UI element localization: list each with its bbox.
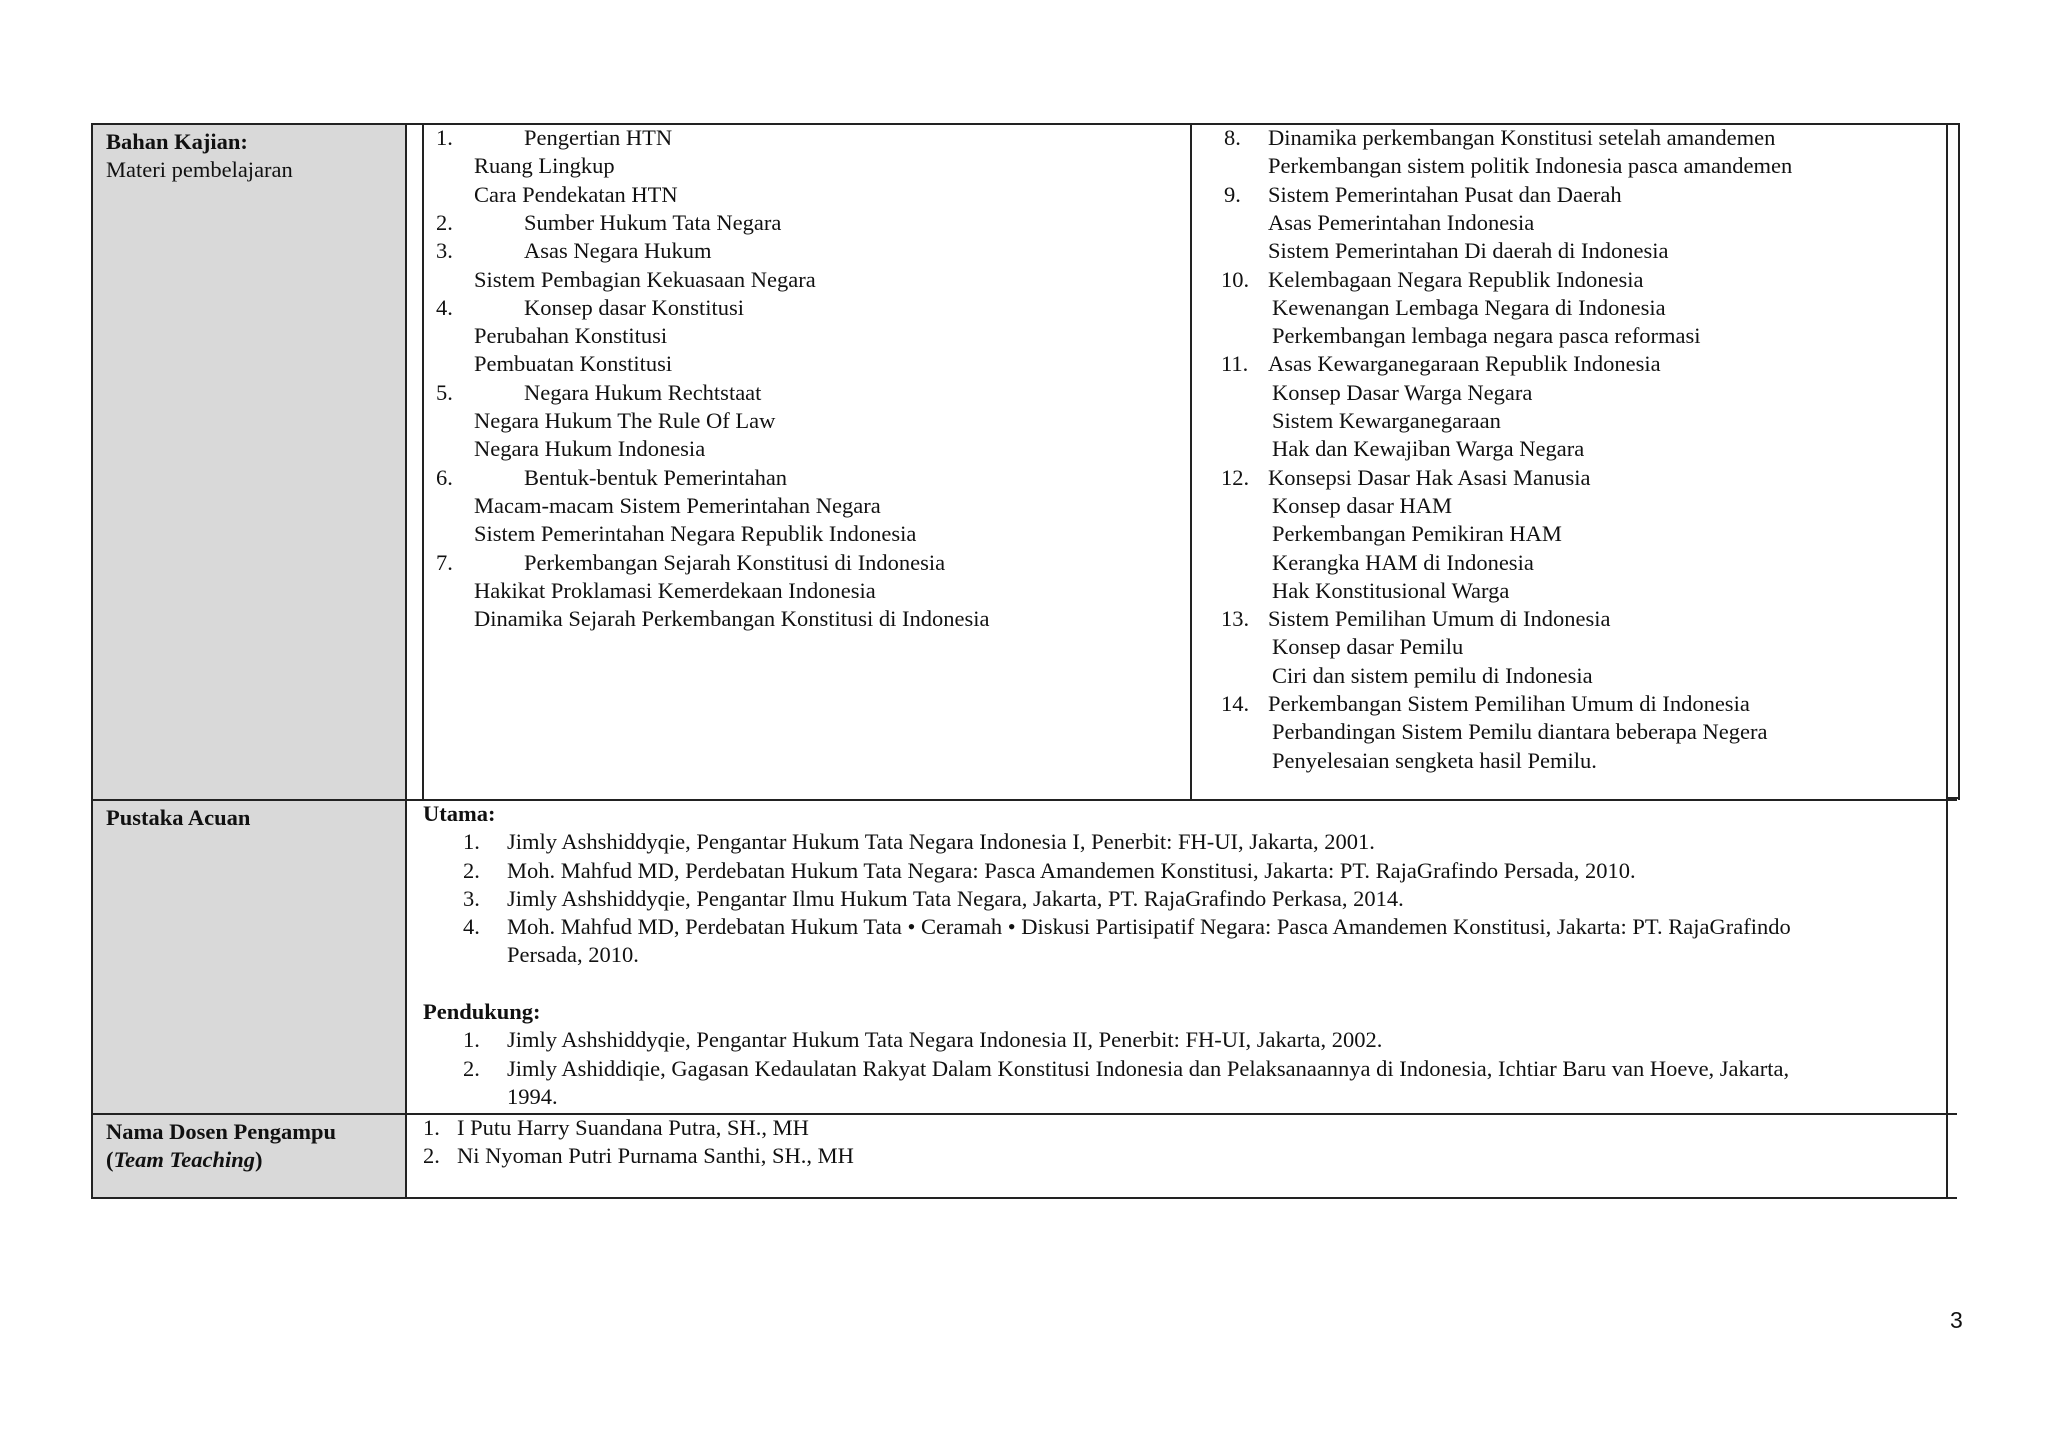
topic-number: 3. [436,238,453,264]
topic-number: 7. [436,549,453,575]
subtopic: Konsep Dasar Warga Negara [1272,379,1533,405]
subtopic: Negara Hukum The Rule Of Law [474,408,776,433]
subtopic: Perkembangan lembaga negara pasca reformasi [1272,323,1701,349]
topic-heading: Asas Negara Hukum [524,238,712,264]
topic-heading: Negara Hukum Rechtstaat [524,379,762,405]
topic-number: 8. [1224,125,1241,150]
lecturer-name: Ni Nyoman Putri Purnama Santhi, SH., MH [457,1143,854,1169]
subtopic: Konsep dasar HAM [1272,492,1452,518]
bahan-label-sub: Materi pembelajaran [106,157,293,183]
reference-text: Jimly Ashshiddyqie, Pengantar Hukum Tata Negara Indonesia I, Penerbit: FH-UI, Jakarta, 2001. [507,829,1375,855]
reference-number: 2. [463,1055,480,1081]
dosen-label [106,1118,336,1175]
reference-number: 1. [463,829,480,855]
subtopic: Ciri dan sistem pemilu di Indonesia [1272,662,1593,688]
reference-number: 4. [463,914,480,940]
topic-heading: Perkembangan Sistem Pemilihan Umum di Indonesia [1268,691,1750,716]
bahan-label [106,128,293,185]
reference-text: Jimly Ashshiddyqie, Pengantar Ilmu Hukum Tata Negara, Jakarta, PT. RajaGrafindo Perkasa, 2014. [507,885,1404,911]
reference-text: 1994. [507,1083,558,1109]
topic-number: 13. [1221,606,1250,632]
subtopic: Sistem Pembagian Kekuasaan Negara [474,266,816,292]
topic-number: 9. [1224,181,1241,207]
subtopic: Konsep dasar Pemilu [1272,634,1464,660]
subtopic: Perbandingan Sistem Pemilu diantara beberapa Negera [1272,719,1768,745]
topic-number: 1. [436,125,453,150]
topic-heading: Sistem Pemilihan Umum di Indonesia [1268,606,1611,632]
topic-heading: Sistem Pemerintahan Pusat dan Daerah [1268,181,1622,207]
topic-number: 10. [1221,266,1250,292]
subtopic: Hak dan Kewajiban Warga Negara [1272,436,1585,462]
subtopic: Negara Hukum Indonesia [474,436,706,462]
reference-text: Moh. Mahfud MD, Perdebatan Hukum Tata • Ceramah • Diskusi Partisipatif Negara: Pasca Amandemen Konstitusi, Jakarta: PT. RajaGrafindo [507,914,1791,940]
topic-heading: Konsepsi Dasar Hak Asasi Manusia [1268,464,1591,490]
subtopic: Penyelesaian sengketa hasil Pemilu. [1272,747,1597,773]
topic-heading: Kelembagaan Negara Republik Indonesia [1268,266,1644,292]
page-number: 3 [1950,1307,1963,1333]
lecturer-number: 2. [423,1143,440,1169]
reference-number: 2. [463,857,480,883]
utama-heading: Utama: [423,801,496,826]
topic-number: 4. [436,294,453,320]
topic-number: 2. [436,209,453,235]
topic-number: 6. [436,464,453,490]
subtopic: Sistem Pemerintahan Di daerah di Indonesia [1268,238,1669,264]
pustaka-label: Pustaka Acuan [106,805,251,830]
topic-heading: Bentuk-bentuk Pemerintahan [524,464,788,490]
topic-heading: Pengertian HTN [524,125,673,150]
bahan-label-title: Bahan Kajian: [106,129,248,154]
subtopic: Asas Pemerintahan Indonesia [1268,209,1535,235]
reference-text: Moh. Mahfud MD, Perdebatan Hukum Tata Negara: Pasca Amandemen Konstitusi, Jakarta: PT. RajaGrafindo Persada, 2010. [507,857,1636,883]
topic-heading: Dinamika perkembangan Konstitusi setelah amandemen [1268,125,1776,150]
subtopic: Perkembangan sistem politik Indonesia pasca amandemen [1268,153,1793,179]
subtopic: Hakikat Proklamasi Kemerdekaan Indonesia [474,577,876,603]
subtopic: Sistem Pemerintahan Negara Republik Indonesia [474,521,917,547]
label-cell-bahan [92,124,406,800]
topic-number: 14. [1221,691,1250,716]
subtopic: Kewenangan Lembaga Negara di Indonesia [1272,294,1666,320]
lecturer-name: I Putu Harry Suandana Putra, SH., MH [457,1115,809,1140]
subtopic: Sistem Kewarganegaraan [1272,408,1501,433]
topic-heading: Sumber Hukum Tata Negara [524,209,782,235]
topic-number: 12. [1221,464,1250,490]
dosen-label-line1: Nama Dosen Pengampu [106,1119,337,1144]
label-cell-dosen [92,1114,406,1198]
subtopic: Perkembangan Pemikiran HAM [1272,521,1562,547]
subtopic: Hak Konstitusional Warga [1272,577,1510,603]
reference-text: Persada, 2010. [507,942,639,968]
reference-text: Jimly Ashshiddyqie, Pengantar Hukum Tata Negara Indonesia II, Penerbit: FH-UI, Jakarta, 2002. [507,1027,1383,1053]
lecturer-number: 1. [423,1115,440,1140]
subtopic: Macam-macam Sistem Pemerintahan Negara [474,492,881,518]
reference-number: 3. [463,885,480,911]
subtopic: Pembuatan Konstitusi [474,351,673,377]
reference-text: Jimly Ashiddiqie, Gagasan Kedaulatan Rakyat Dalam Konstitusi Indonesia dan Pelaksanaannya di Indonesia, Ichtiar Baru van Hoeve, Jakarta, [507,1055,1790,1081]
pendukung-heading: Pendukung: [423,999,541,1024]
subtopic: Perubahan Konstitusi [474,323,668,349]
topic-number: 11. [1221,351,1249,377]
topic-heading: Perkembangan Sejarah Konstitusi di Indonesia [524,549,946,575]
subtopic: Cara Pendekatan HTN [474,181,678,207]
subtopic: Kerangka HAM di Indonesia [1272,549,1534,575]
dosen-label-line2: (Team Teaching) [106,1147,263,1173]
topic-heading: Konsep dasar Konstitusi [524,294,744,320]
topic-heading: Asas Kewarganegaraan Republik Indonesia [1268,351,1661,377]
subtopic: Ruang Lingkup [474,153,615,179]
subtopic: Dinamika Sejarah Perkembangan Konstitusi di Indonesia [474,606,990,632]
label-cell-pustaka [92,800,406,1114]
reference-number: 1. [463,1027,480,1053]
topic-number: 5. [436,379,453,405]
